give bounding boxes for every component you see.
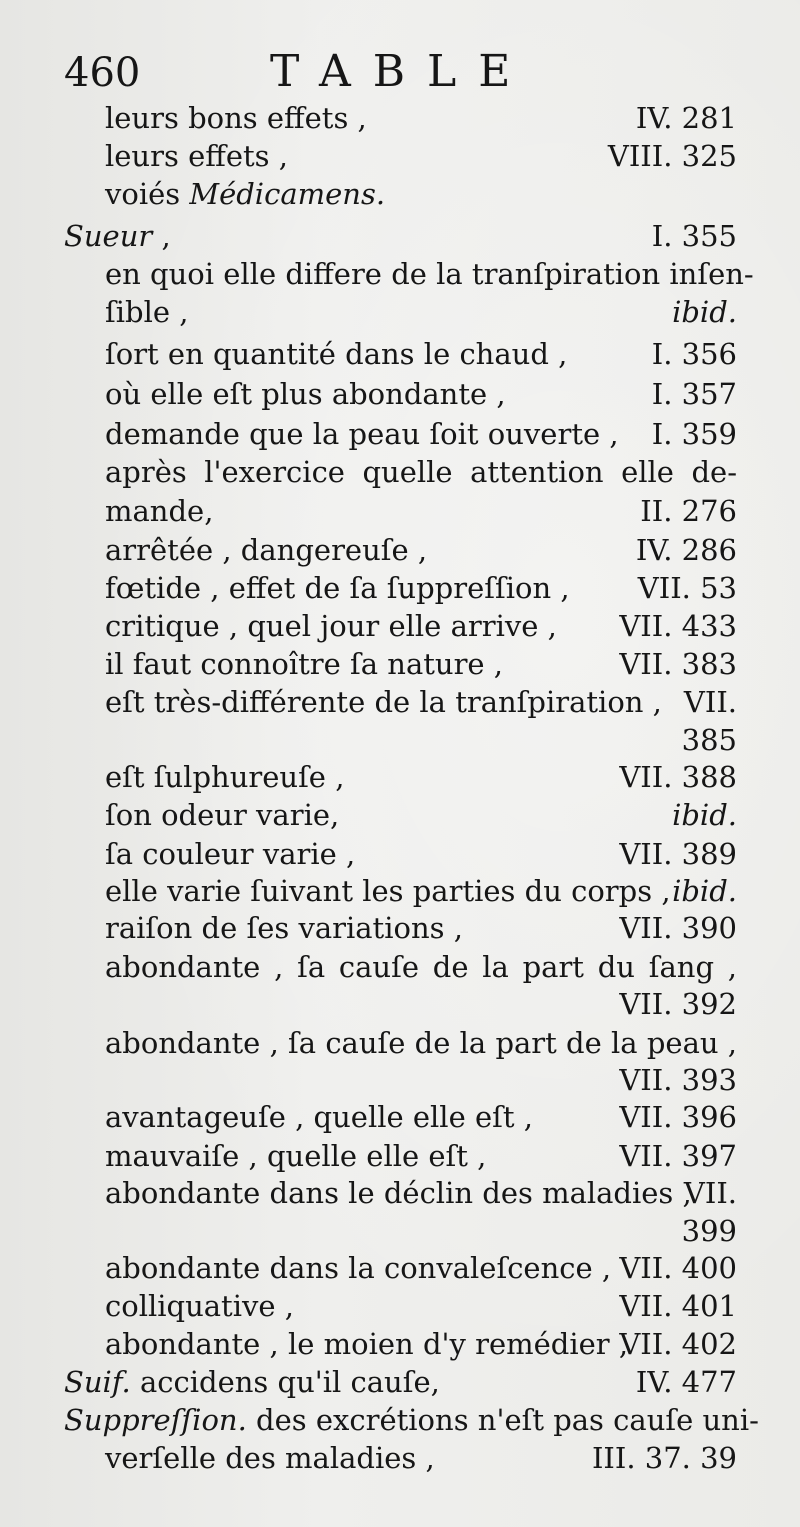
index-entry <box>105 872 737 910</box>
entry-text: abondante , ſa cauſe de la part de la peau , <box>105 1026 737 1060</box>
entry-text: en quoi elle differe de la tranſpiration inſen- <box>105 257 754 291</box>
entry-text <box>64 1401 759 1439</box>
page-header <box>64 44 764 100</box>
index-entry-main <box>64 217 737 255</box>
entry-text: ſible , <box>105 295 189 329</box>
index-entry <box>105 1439 737 1477</box>
entry-reference: II. 276 <box>640 494 737 528</box>
entry-reference: VII. 433 <box>619 609 737 643</box>
entry-reference: VIII. 325 <box>607 139 737 173</box>
entry-text: demande que la peau ſoit ouverte , <box>105 417 619 451</box>
index-entry <box>105 293 737 331</box>
entry-text: abondante , ſa cauſe de la part du ſang , <box>105 950 737 984</box>
entry-text <box>105 175 385 213</box>
index-entry <box>105 948 737 986</box>
index-entry <box>105 137 737 175</box>
index-entry <box>105 1287 737 1325</box>
index-entry <box>105 758 737 796</box>
entry-text: arrêtée , dangereuſe , <box>105 533 428 567</box>
index-entry <box>105 1249 737 1287</box>
entry-text: abondante dans le déclin des maladies , <box>105 1176 692 1210</box>
entry-text: eſt très-différente de la tranſpiration , <box>105 685 662 719</box>
entry-text-suffix: , <box>152 219 171 253</box>
entry-reference: IV. 477 <box>635 1365 737 1399</box>
entry-reference: VII. 401 <box>619 1289 737 1323</box>
index-entry <box>105 645 737 683</box>
index-entry-main <box>64 1401 759 1439</box>
entry-text: il faut connoître ſa nature , <box>105 647 504 681</box>
entry-reference: ibid. <box>672 295 737 329</box>
entry-reference: I. 359 <box>651 417 737 451</box>
entry-reference: 385 <box>681 723 737 757</box>
entry-reference: VII. 393 <box>619 1063 737 1097</box>
entry-text: mauvaiſe , quelle elle eſt , <box>105 1139 487 1173</box>
entry-text: leurs bons effets , <box>105 101 367 135</box>
entry-reference: VII. 390 <box>619 911 737 945</box>
entry-text: critique , quel jour elle arrive , <box>105 609 557 643</box>
entry-reference: VII. 53 <box>637 571 737 605</box>
index-entry-continuation <box>400 1061 737 1099</box>
entry-text: abondante dans la convaleſcence , <box>105 1251 612 1285</box>
index-entry <box>105 1174 737 1212</box>
entry-text-prefix: voiés <box>105 177 190 211</box>
entry-reference: VII. 383 <box>619 647 737 681</box>
index-entry <box>105 1024 737 1062</box>
entry-reference: VII. 389 <box>619 837 737 871</box>
entry-text-suffix: accidens qu'il cauſe, <box>130 1365 440 1399</box>
entry-reference: IV. 286 <box>635 533 737 567</box>
index-entry <box>105 835 737 873</box>
entry-text: raiſon de ſes variations , <box>105 911 463 945</box>
index-entry <box>105 99 737 137</box>
entry-reference: III. 37. 39 <box>591 1441 737 1475</box>
head-word: Sueur <box>64 219 153 253</box>
entry-text: après l'exercice quelle attention elle de- <box>105 455 737 489</box>
index-entry <box>105 1325 737 1363</box>
entry-reference: VII. 402 <box>619 1327 737 1361</box>
index-entry <box>105 569 737 607</box>
index-entry <box>105 375 737 413</box>
entry-reference: ibid. <box>672 874 737 908</box>
entry-text: fœtide , effet de ſa ſuppreſſion , <box>105 571 570 605</box>
index-entry <box>105 1098 737 1136</box>
entry-text: mande, <box>105 494 214 528</box>
entry-reference: ibid. <box>672 798 737 832</box>
index-entry <box>105 1137 737 1175</box>
index-entry <box>105 453 737 491</box>
entry-reference: IV. 281 <box>635 101 737 135</box>
index-entry <box>105 255 754 293</box>
entry-reference: I. 356 <box>651 337 737 371</box>
entry-text: ſon odeur varie, <box>105 798 340 832</box>
entry-text: ſort en quantité dans le chaud , <box>105 337 568 371</box>
entry-text: verſelle des maladies , <box>105 1441 435 1475</box>
page-number: 460 <box>64 50 141 96</box>
entry-reference: VII. 400 <box>619 1251 737 1285</box>
index-entry-continuation <box>400 721 737 759</box>
entry-reference: VII. 396 <box>619 1100 737 1134</box>
index-entry-continuation <box>400 985 737 1023</box>
entry-reference: VII. <box>683 685 737 719</box>
entry-reference: I. 357 <box>651 377 737 411</box>
entry-text: où elle eſt plus abondante , <box>105 377 506 411</box>
index-entry-main <box>64 1363 737 1401</box>
head-word: Suif. <box>64 1365 131 1399</box>
cross-reference: Médicamens. <box>189 177 386 211</box>
index-entry <box>105 335 737 373</box>
entry-reference: VII. 388 <box>619 760 737 794</box>
entry-text <box>64 217 171 255</box>
index-entry <box>105 909 737 947</box>
index-entry <box>105 175 737 213</box>
entry-text: ſa couleur varie , <box>105 837 356 871</box>
index-entry <box>105 607 737 645</box>
entry-text-suffix: des excrétions n'eſt pas cauſe uni- <box>246 1403 759 1437</box>
index-entry <box>105 415 737 453</box>
entry-reference: 399 <box>681 1214 737 1248</box>
entry-text: avantageuſe , quelle elle eſt , <box>105 1100 533 1134</box>
entry-reference: I. 355 <box>651 219 737 253</box>
index-entry <box>105 531 737 569</box>
entry-reference: VII. 397 <box>619 1139 737 1173</box>
entry-text: eſt ſulphureuſe , <box>105 760 345 794</box>
entry-text: colliquative , <box>105 1289 294 1323</box>
entry-reference: VII. 392 <box>619 987 737 1021</box>
index-entry <box>105 492 737 530</box>
index-entry <box>105 683 737 721</box>
head-word: Suppreſſion. <box>64 1403 247 1437</box>
entry-text: abondante , le moien d'y remédier , <box>105 1327 629 1361</box>
entry-text <box>64 1363 440 1401</box>
index-entry-continuation <box>400 1212 737 1250</box>
running-title: TABLE <box>270 46 533 97</box>
entry-reference: VII. <box>683 1176 737 1210</box>
entry-text: elle varie ſuivant les parties du corps , <box>105 874 671 908</box>
index-entry <box>105 796 737 834</box>
entry-text: leurs effets , <box>105 139 288 173</box>
